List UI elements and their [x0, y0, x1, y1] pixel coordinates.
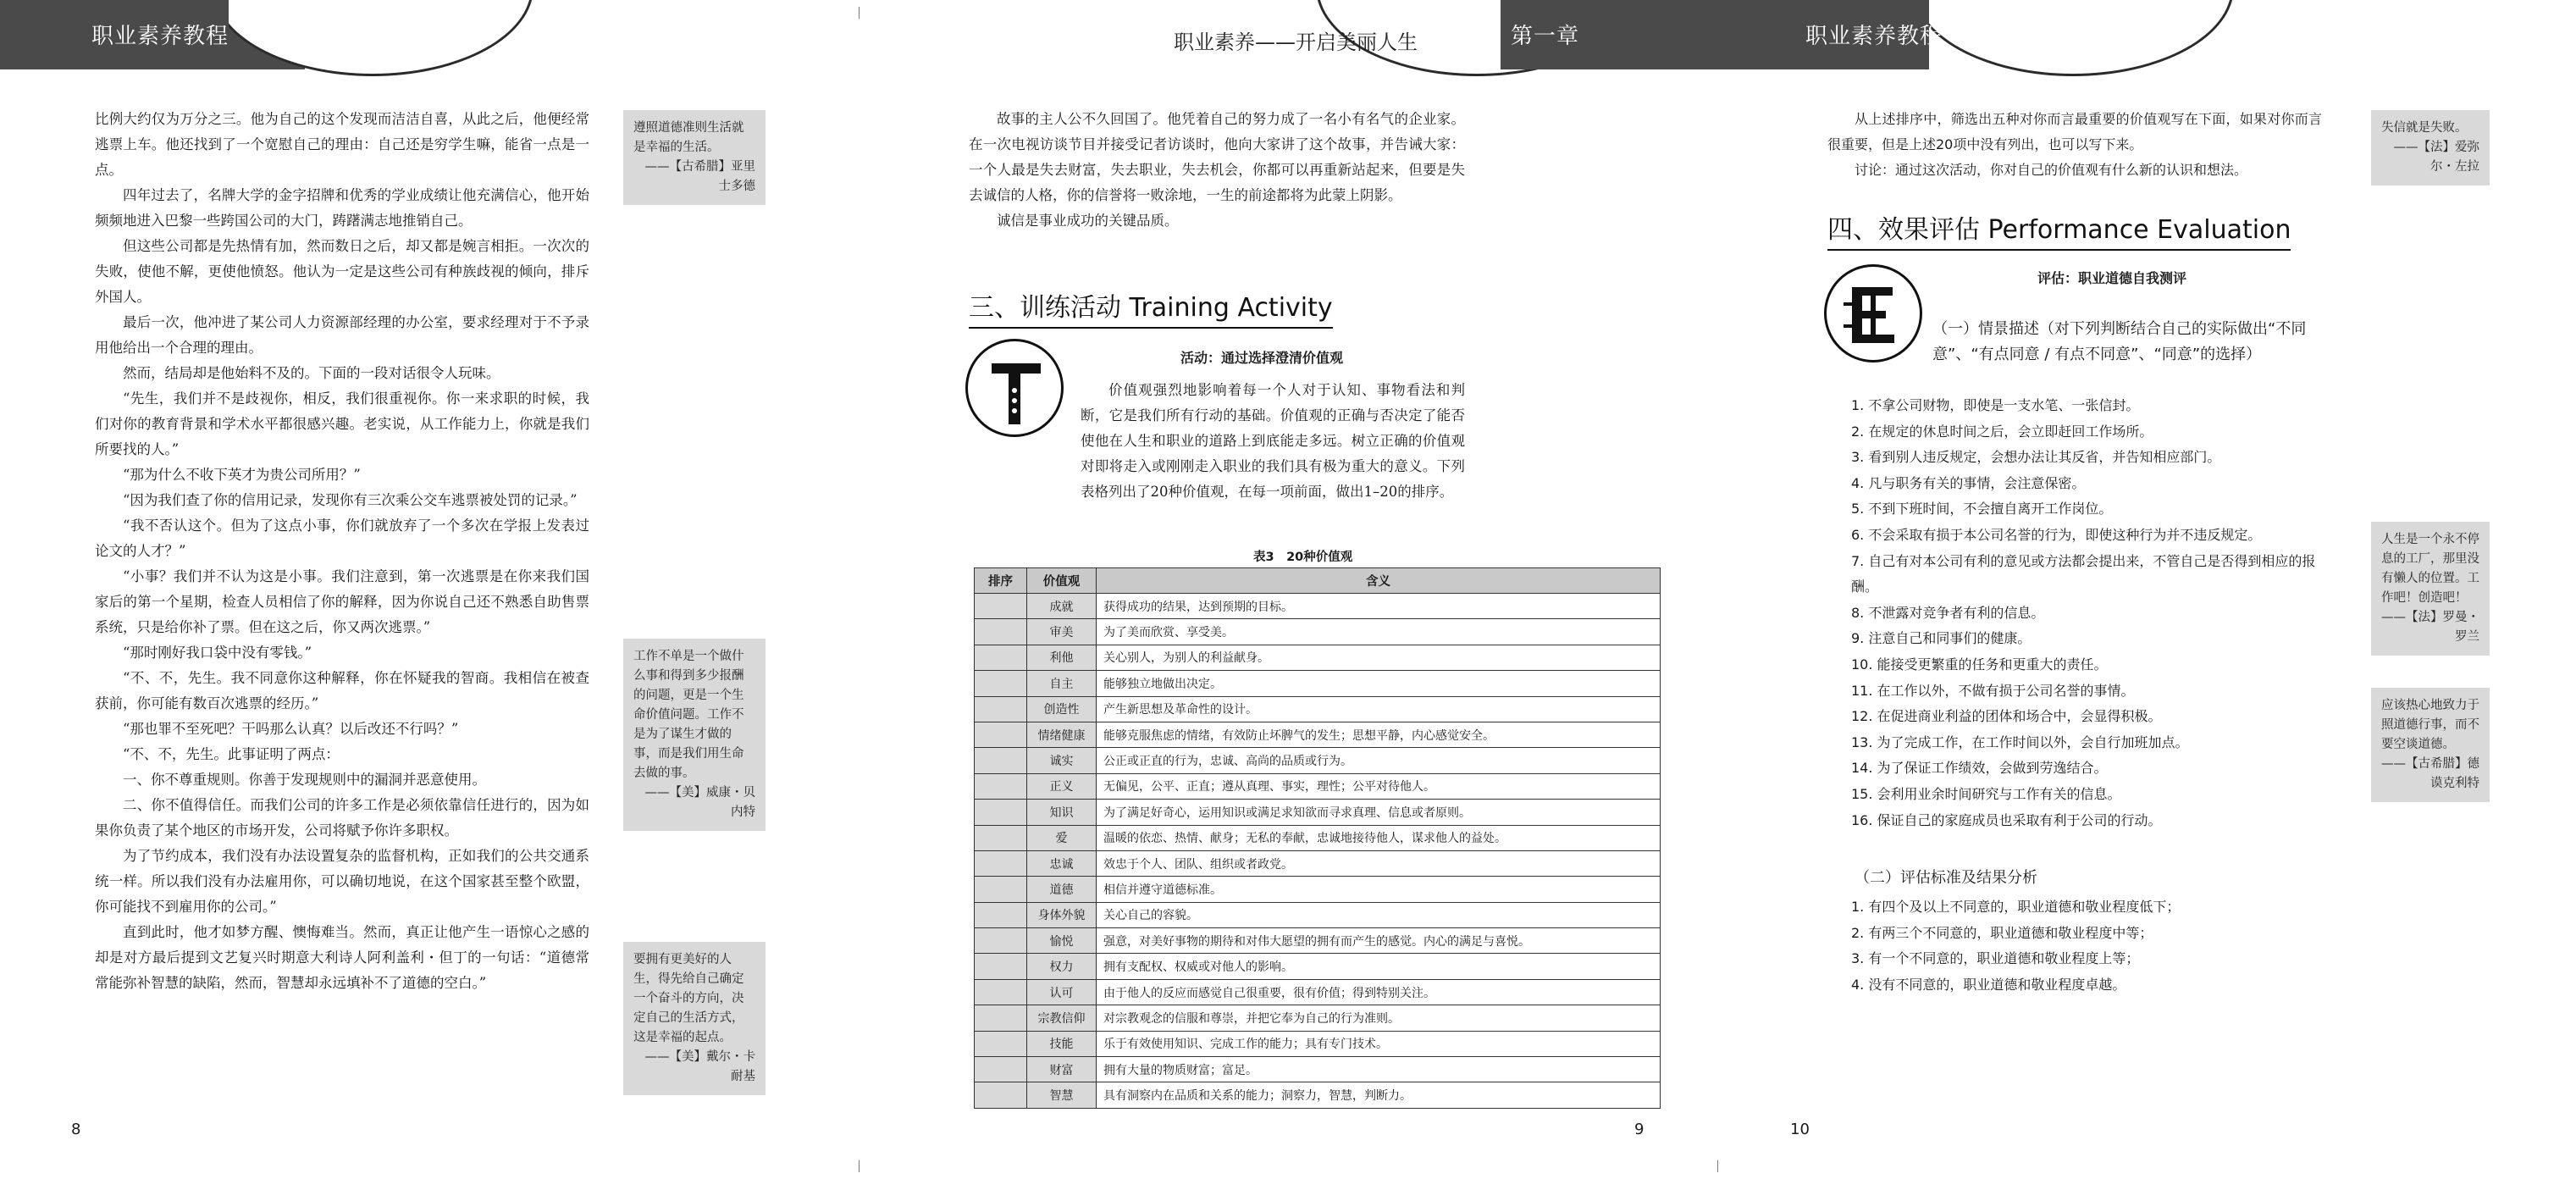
activity-title: 活动：通过选择澄清价值观: [1180, 350, 1344, 366]
statement-item: 7. 自己有对本公司有利的意见或方法都会提出来，不管自己是否得到相应的报酬。: [1851, 552, 2316, 595]
value-cell: 爱: [1027, 825, 1097, 850]
paragraph: “我不否认这个。但为了这点小事，你们就放弃了一个多次在学报上发表过论文的人才？”: [95, 518, 589, 559]
paragraph: 直到此时，他才如梦方醒、懊悔难当。然而，真正让他产生一语惊心之感的却是对方最后提到文艺复兴时期意大利诗人阿利盖利・但丁的一句话：“道德常常能弥补智慧的缺陷，然而，智慧却永远填补不了道德的空白。”: [95, 924, 589, 991]
rank-cell[interactable]: [975, 773, 1027, 799]
value-cell: 正义: [1027, 773, 1097, 799]
paragraph: 二、你不值得信任。而我们公司的许多工作是必须依靠信任进行的，因为如果你负责了某个地区的市场开发，公司将赋予你许多职权。: [95, 797, 589, 839]
rank-cell[interactable]: [975, 748, 1027, 773]
value-cell: 认可: [1027, 979, 1097, 1005]
paragraph: “不、不，先生。我不同意你这种解释，你在怀疑我的智商。我相信在被查获前，你可能有数百次逃票的经历。”: [95, 670, 589, 711]
story-text: [95, 107, 589, 996]
table-row: [975, 800, 1661, 825]
meaning-cell: 产生新思想及革命性的设计。: [1097, 696, 1661, 722]
sidenote-text: 失信就是失败。: [2381, 121, 2468, 135]
rank-cell[interactable]: [975, 645, 1027, 670]
crop-mark: [859, 1160, 860, 1172]
meaning-cell: 强意，对美好事物的期待和对伟大愿望的拥有而产生的感觉。内心的满足与喜悦。: [1097, 928, 1661, 954]
page-8: [0, 0, 859, 1179]
paragraph: 讨论：通过这次活动，你对自己的价值观有什么新的认识和想法。: [1855, 162, 2248, 178]
table-row: [975, 1082, 1661, 1108]
rank-cell[interactable]: [975, 619, 1027, 645]
page-header-middle: [859, 0, 1717, 69]
rank-cell[interactable]: [975, 671, 1027, 696]
sidenote-quote: [623, 639, 766, 831]
criteria-item: 3. 有一个不同意的，职业道德和敬业程度上等；: [1851, 950, 2140, 967]
rank-cell[interactable]: [975, 594, 1027, 619]
table-row: [975, 619, 1661, 645]
page-9: [859, 0, 1717, 1179]
meaning-cell: 关心别人，为别人的利益献身。: [1097, 645, 1661, 670]
value-cell: 情绪健康: [1027, 722, 1097, 747]
meaning-cell: 关心自己的容貌。: [1097, 902, 1661, 927]
header-curve: [1912, 0, 2234, 76]
page-10: [1717, 0, 2576, 1179]
criteria-item: 1. 有四个及以上不同意的，职业道德和敬业程度低下；: [1851, 899, 2181, 915]
rank-cell[interactable]: [975, 902, 1027, 927]
criteria-list: [1827, 894, 2327, 998]
value-cell: 诚实: [1027, 748, 1097, 773]
meaning-cell: 效忠于个人、团队、组织或者政党。: [1097, 850, 1661, 876]
sidenote-source: ——【美】威康・贝内特: [644, 786, 755, 819]
value-cell: 审美: [1027, 619, 1097, 645]
statement-item: 2. 在规定的休息时间之后，会立即赶回工作场所。: [1851, 423, 2153, 440]
paragraph: “小事？我们并不认为这是小事。我们注意到，第一次逃票是在你来我们国家后的第一个星期，检查人员相信了你的解释，因为你说自己还不熟悉自助售票系统，只是给你补了票。但在这之后，你又两次逃票。”: [95, 568, 589, 635]
paragraph: 价值观强烈地影响着每一个人对于认知、事物看法和判断，它是我们所有行动的基础。价值观的正确与否决定了能否使他在人生和职业的道路上到底能走多远。树立正确的价值观对即将走入或刚刚走入职业的我们具有极为重大的意义。下列表格列出了20种价值观，在每一项前面，做出1–20的排序。: [1081, 382, 1465, 500]
paragraph: 然而，结局却是他始料不及的。下面的一段对话很令人玩味。: [123, 365, 500, 381]
value-cell: 自主: [1027, 671, 1097, 696]
meaning-cell: 拥有支配权、权威或对他人的影响。: [1097, 954, 1661, 979]
meaning-cell: 乐于有效使用知识、完成工作的能力；具有专门技术。: [1097, 1031, 1661, 1056]
rank-cell[interactable]: [975, 928, 1027, 954]
value-cell: 忠诚: [1027, 850, 1097, 876]
rank-cell[interactable]: [975, 954, 1027, 979]
page-number: 10: [1790, 1121, 1810, 1138]
value-cell: 身体外貌: [1027, 902, 1097, 927]
table-row: [975, 954, 1661, 979]
value-cell: 知识: [1027, 800, 1097, 825]
sidenote-source: ——【古希腊】亚里士多德: [644, 160, 755, 193]
table-row: [975, 645, 1661, 670]
meaning-cell: 对宗教观念的信服和尊崇，并把它奉为自己的行为准则。: [1097, 1005, 1661, 1031]
value-cell: 宗教信仰: [1027, 1005, 1097, 1031]
statement-item: 8. 不泄露对竞争者有利的信息。: [1851, 604, 2045, 621]
table-row: [975, 825, 1661, 850]
statement-item: 9. 注意自己和同事们的健康。: [1851, 630, 2032, 647]
statement-item: 16. 保证自己的家庭成员也采取有利于公司的行动。: [1851, 811, 2162, 828]
meaning-cell: 能够克服焦虑的情绪，有效防止坏脾气的发生；思想平静，内心感觉安全。: [1097, 722, 1661, 747]
paragraph: “那时刚好我口袋中没有零钱。”: [123, 645, 312, 661]
value-cell: 财富: [1027, 1057, 1097, 1082]
table-row: [975, 877, 1661, 902]
rank-cell[interactable]: [975, 1005, 1027, 1031]
table-row: [975, 671, 1661, 696]
statement-item: 12. 在促进商业利益的团体和场合中，会显得积极。: [1851, 708, 2162, 725]
paragraph: “那为什么不收下英才为贵公司所用？”: [123, 467, 361, 483]
meaning-cell: 相信并遵守道德标准。: [1097, 877, 1661, 902]
meaning-cell: 无偏见，公平、正直；遵从真理、事实，理性；公平对待他人。: [1097, 773, 1661, 799]
paragraph: “不、不，先生。此事证明了两点：: [123, 746, 340, 762]
table-row: [975, 773, 1661, 799]
meaning-cell: 具有洞察内在品质和关系的能力；洞察力，智慧，判断力。: [1097, 1082, 1661, 1108]
eval-title: 评估：职业道德自我测评: [2037, 270, 2187, 286]
paragraph: 但这些公司都是先热情有加，然而数日之后，却又都是婉言相拒。一次次的失败，使他不解，更使他愤怒。他认为一定是这些公司有种族歧视的倾向，排斥外国人。: [95, 238, 589, 305]
rank-cell[interactable]: [975, 696, 1027, 722]
statement-item: 1. 不拿公司财物，即使是一支水笔、一张信封。: [1851, 397, 2140, 413]
paragraph: “因为我们查了你的信用记录，发现你有三次乘公交车逃票被处罚的记录。”: [123, 492, 578, 508]
table-row: [975, 850, 1661, 876]
section-title: 三、训练活动 Training Activity: [969, 286, 1333, 329]
page-header-right: [1717, 0, 2576, 69]
table-row: [975, 722, 1661, 747]
rank-cell[interactable]: [975, 1031, 1027, 1056]
meaning-cell: 为了美而欣赏、享受美。: [1097, 619, 1661, 645]
sidenote-source: ——【美】戴尔・卡耐基: [644, 1050, 755, 1083]
sidenote-quote: [623, 110, 766, 205]
paragraph: “先生，我们并不是歧视你，相反，我们很重视你。你一来求职的时候，我们对你的教育背景和学术水平都很感兴趣。老实说，从工作能力上，你就是我们所要找的人。”: [95, 390, 589, 457]
statement-item: 14. 为了保证工作绩效，会做到劳逸结合。: [1851, 760, 2108, 777]
page-header-left: [0, 0, 859, 69]
meaning-cell: 获得成功的结果，达到预期的目标。: [1097, 594, 1661, 619]
table-row: [975, 1057, 1661, 1082]
sidenote-quote: [623, 942, 766, 1095]
paragraph: 最后一次，他冲进了某公司人力资源部经理的办公室，要求经理对于不予录用他给出一个合理的理由。: [95, 314, 589, 356]
column-header: 排序: [975, 568, 1027, 594]
rank-cell[interactable]: [975, 722, 1027, 747]
letter-e-icon: [1824, 264, 1922, 363]
sidenote-text: 人生是一个永不停息的工厂，那里没有懒人的位置。工作吧！创造吧！: [2381, 533, 2479, 605]
rank-cell[interactable]: [975, 877, 1027, 902]
statement-item: 4. 凡与职务有关的事情，会注意保密。: [1851, 474, 2086, 491]
table-caption: 表3 20种价值观: [1253, 551, 1353, 564]
value-cell: 创造性: [1027, 696, 1097, 722]
part2-title: （二）评估标准及结果分析: [1855, 869, 2037, 887]
meaning-cell: 温暖的依恋、热情、献身；无私的奉献，忠诚地接待他人，谋求他人的益处。: [1097, 825, 1661, 850]
rank-cell[interactable]: [975, 1082, 1027, 1108]
sidenote-text: 要拥有更美好的人生，得先给自己确定一个奋斗的方向，决定自己的生活方式，这是幸福的起点。: [633, 953, 744, 1044]
paragraph: 比例大约仅为万分之三。他为自己的这个发现而洁洁自喜，从此之后，他便经常逃票上车。他还找到了一个宽慰自己的理由：自己还是穷学生嘛，能省一点是一点。: [95, 111, 589, 178]
sidenote-text: 工作不单是一个做什么事和得到多少报酬的问题，更是一个生命价值问题。工作不是为了谋生才做的事，而是我们用生命去做的事。: [633, 650, 744, 780]
sidenote-quote: [2371, 522, 2490, 656]
section-title: 四、效果评估 Performance Evaluation: [1827, 208, 2291, 251]
value-cell: 权力: [1027, 954, 1097, 979]
column-header: 价值观: [1027, 568, 1097, 594]
book-title: 职业素养教程: [91, 24, 229, 49]
paragraph: “那也罪不至死吧？干吗那么认真？以后改还不行吗？”: [123, 721, 459, 737]
rank-cell[interactable]: [975, 825, 1027, 850]
statement-list: [1827, 393, 2327, 833]
sidenote-source: ——【法】爱弥尔・左拉: [2393, 141, 2479, 174]
statement-item: 13. 为了完成工作，在工作时间以外，会自行加班加点。: [1851, 733, 2189, 750]
paragraph: 四年过去了，名牌大学的金字招牌和优秀的学业成绩让他充满信心，他开始频频地进入巴黎一些跨国公司的大门，踌躇满志地推销自己。: [95, 187, 589, 229]
activity-intro: [969, 378, 1465, 505]
page-number: 9: [1634, 1121, 1645, 1138]
paragraph: 诚信是事业成功的关键品质。: [997, 213, 1179, 229]
statement-item: 5. 不到下班时间，不会擅自离开工作岗位。: [1851, 501, 2113, 518]
sidenote-quote: [2371, 688, 2490, 802]
table-header-row: [975, 568, 1661, 594]
value-cell: 成就: [1027, 594, 1097, 619]
sidenote-quote: [2371, 110, 2490, 185]
table-row: [975, 594, 1661, 619]
intro-text: [1827, 107, 2322, 183]
paragraph: 从上述排序中，筛选出五种对你而言最重要的价值观写在下面，如果对你而言很重要，但是上述20项中没有列出，也可以写下来。: [1827, 111, 2322, 152]
rank-cell[interactable]: [975, 800, 1027, 825]
crop-mark: [1717, 1160, 1718, 1172]
table-row: [975, 748, 1661, 773]
statement-item: 11. 在工作以外，不做有损于公司名誉的事情。: [1851, 682, 2135, 699]
sidenote-text: 遵照道德准则生活就是幸福的生活。: [633, 121, 744, 154]
statement-item: 6. 不会采取有损于本公司名誉的行为，即使这种行为并不违反规定。: [1851, 526, 2262, 543]
rank-cell[interactable]: [975, 850, 1027, 876]
values-table: [974, 567, 1661, 1109]
chapter-label: 第一章: [1511, 24, 1580, 49]
story-ending: [969, 107, 1465, 234]
page-number: 8: [71, 1121, 81, 1138]
rank-cell[interactable]: [975, 979, 1027, 1005]
column-header: 含义: [1097, 568, 1661, 594]
statement-item: 3. 看到别人违反规定，会想办法让其反省，并告知相应部门。: [1851, 449, 2221, 466]
book-title: 职业素养教程: [1805, 24, 1943, 49]
meaning-cell: 能够独立地做出决定。: [1097, 671, 1661, 696]
book-subtitle: 职业素养——开启美丽人生: [1174, 30, 1418, 54]
criteria-item: 2. 有两三个不同意的，职业道德和敬业程度中等；: [1851, 924, 2153, 941]
part1-title: （一）情景描述（对下列判断结合自己的实际做出“不同意”、“有点同意 / 有点不同意”、“同意”的选择）: [1932, 320, 2307, 363]
meaning-cell: 由于他人的反应而感觉自己很重要，很有价值；得到特别关注。: [1097, 979, 1661, 1005]
statement-item: 15. 会利用业余时间研究与工作有关的信息。: [1851, 785, 2121, 802]
table-row: [975, 928, 1661, 954]
meaning-cell: 为了满足好奇心，运用知识或满足求知欲而寻求真理、信息或者原则。: [1097, 800, 1661, 825]
value-cell: 智慧: [1027, 1082, 1097, 1108]
table-row: [975, 1031, 1661, 1056]
table-row: [975, 979, 1661, 1005]
sidenote-source: ——【古希腊】德谟克利特: [2381, 757, 2479, 790]
table-row: [975, 902, 1661, 927]
table-row: [975, 696, 1661, 722]
sidenote-text: 应该热心地致力于照道德行事，而不要空谈道德。: [2381, 699, 2479, 751]
meaning-cell: 拥有大量的物质财富；富足。: [1097, 1057, 1661, 1082]
crop-mark: [859, 7, 860, 19]
value-cell: 愉悦: [1027, 928, 1097, 954]
rank-cell[interactable]: [975, 1057, 1027, 1082]
value-cell: 技能: [1027, 1031, 1097, 1056]
paragraph: 一、你不尊重规则。你善于发现规则中的漏洞并恶意使用。: [123, 772, 486, 788]
sidenote-source: ——【法】罗曼・罗兰: [2381, 611, 2479, 644]
meaning-cell: 公正或正直的行为，忠诚、高尚的品质或行为。: [1097, 748, 1661, 773]
paragraph: 故事的主人公不久回国了。他凭着自己的努力成了一名小有名气的企业家。在一次电视访谈节目并接受记者访谈时，他向大家讲了这个故事，并告诫大家：一个人最是失去财富，失去职业，失去机会，你都可以再重新站起来，但要是失去诚信的人格，你的信誉将一败涂地，一生的前途都将为此蒙上阴影。: [969, 111, 1465, 203]
criteria-item: 4. 没有不同意的，职业道德和敬业程度卓越。: [1851, 976, 2126, 993]
statement-item: 10. 能接受更繁重的任务和更重大的责任。: [1851, 656, 2108, 673]
paragraph: 为了节约成本，我们没有办法设置复杂的监督机构，正如我们的公共交通系统一样。所以我们没有办法雇用你，可以确切地说，在这个国家甚至整个欧盟，你可能找不到雇用你的公司。”: [95, 848, 589, 915]
table-row: [975, 1005, 1661, 1031]
value-cell: 利他: [1027, 645, 1097, 670]
value-cell: 道德: [1027, 877, 1097, 902]
